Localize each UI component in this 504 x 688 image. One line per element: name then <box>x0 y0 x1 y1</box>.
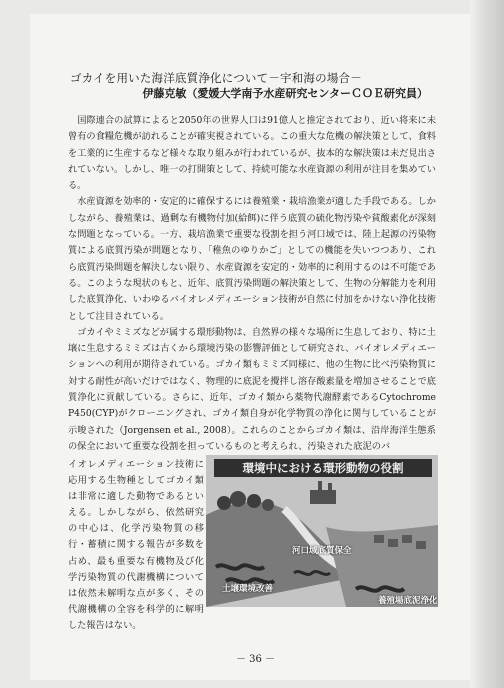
page-number: － 36 － <box>236 654 276 665</box>
paragraph-3: ゴカイやミミズなどが属する環形動物は、自然界の様々な場所に生息しており、特に土壌に生息するミミズは古くから環境汚染の影響評価として研究され、バイオレメディエーションへの利用が期待されている。ゴカイ類もミミズ同様に、他の生物に比べ汚染物質に対する耐性が高いだけではなく、物理的に底泥を攪拌し溶存酸素量を増加させることで底質浄化に貢献している。さらに、近年、ゴカイ類から薬物代謝酵素であるCytochrome P450(CYP)がクローニングされ、ゴカイ類自身が化学物質の浄化に関与していることが示唆された（Jorgensen et al., 2008）。これらのことからゴカイ類は、沿岸海洋生態系の保全において重要な役割を担っているものと考えられ、汚染された底泥のバ <box>68 326 436 452</box>
article-title: ゴカイを用いた海洋底質浄化について－宇和海の場合－ <box>70 71 362 85</box>
paragraph-1: 国際連合の試算によると2050年の世界人口は91億人と推定されており、近い将来に未曾有の食糧危機が訪れることが確実視されている。この重大な危機の解決策として、食料を工業的に生産するなど様々な取り組みが行われているが、抜本的な解決策は未だ見出されていない。しかし、唯一の打開策として、持続可能な水産資源の利用が注目を集めている。 <box>68 115 436 192</box>
label-soil-improvement: 土壌環境改善 <box>222 584 274 594</box>
page-edge-shadow <box>470 0 504 688</box>
paragraph-2: 水産資源を効率的・安定的に確保するには養殖業・栽培漁業が適した手段である。しかしながら、養殖業は、過剰な有機物付加(給餌)に伴う底質の硫化物汚染や貧酸素化が深刻な問題となっている。一方、栽培漁業で重要な役割を担う河口域では、陸上起源の汚染物質による底質汚染が問題となり、「稚魚のゆりかご」としての機能を失いつつあり、これら底質汚染問題を解決しない限り、水産資源を安定的・効率的に利用するのは不可能である。このような現状のもと、近年、底質汚染問題の解決策として、生物の分解能力を利用した底質浄化、いわゆるバイオレメディエーション技術が自然に付加をかけない浄化技術として注目されている。 <box>68 196 436 322</box>
wrapped-paragraph: イオレメディエーション技術に応用する生物種としてゴカイ類は非常に適した動物であるといえる。しかしながら、依然研究の中心は、化学汚染物質の移行・蓄積に関する報告が多数を占め、最も重要な有機物及び化学汚染物質の代謝機構については依然未解明な点が多く、その代謝機構の全容を科学的に解明した報告はない。 <box>68 459 204 631</box>
figure-title: 環境中における環形動物の役割 <box>214 459 432 477</box>
label-estuary-conservation: 河口域底質保全 <box>292 546 352 556</box>
main-body <box>68 113 436 455</box>
label-aquaculture-purification: 養殖場底泥浄化 <box>378 596 438 606</box>
author-line: 伊藤克敏（愛媛大学南予水産研究センターＣＯＥ研究員） <box>142 87 428 100</box>
